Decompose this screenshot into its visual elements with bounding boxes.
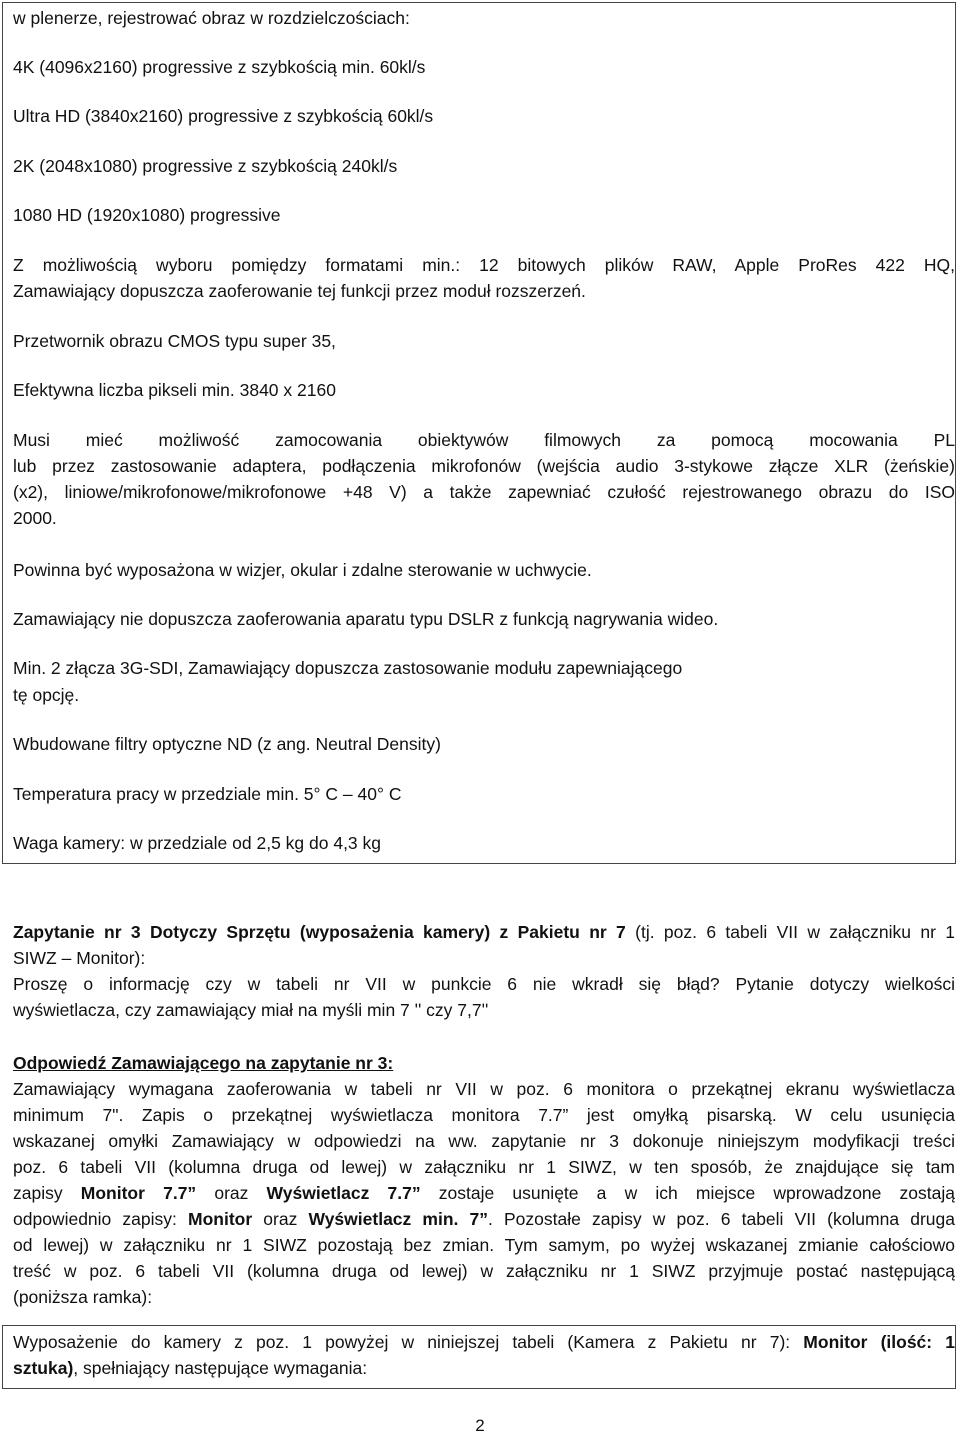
answer-heading: Odpowiedź Zamawiającego na zapytanie nr 3: — [13, 1053, 394, 1073]
spec-line: Powinna być wyposażona w wizjer, okular i zdalne sterowanie w uchwycie. — [13, 560, 592, 580]
monitor-spec — [13, 1329, 955, 1381]
answer-text: oraz — [196, 1183, 267, 1203]
spec-line: Musi mieć możliwość zamocowania obiektywów filmowych za pomocą mocowania PL — [13, 430, 955, 450]
question-body-line: Proszę o informację czy w tabeli nr VII w punkcie 6 nie wkradł się błąd? Pytanie dotyczy wielkości — [13, 974, 955, 994]
spec-line: 1080 HD (1920x1080) progressive — [13, 205, 281, 225]
question-title-line2: SIWZ – Monitor): — [13, 948, 146, 968]
spec-line: 4K (4096x2160) progressive z szybkością min. 60kl/s — [13, 57, 426, 77]
spec-line: Ultra HD (3840x2160) progressive z szybkością 60kl/s — [13, 106, 434, 126]
question-block — [13, 919, 955, 1023]
spec-line: Zamawiający dopuszcza zaoferowanie tej funkcji przez moduł rozszerzeń. — [13, 281, 586, 301]
question-body-line: wyświetlacza, czy zamawiający miał na myśli min 7 ʹʹ czy 7,7ʹʹ — [13, 1000, 489, 1020]
answer-bold: Monitor 7.7” — [80, 1183, 197, 1203]
spec-line: Waga kamery: w przedziale od 2,5 kg do 4,3 kg — [13, 833, 382, 853]
question-title — [13, 919, 955, 945]
spec-line: (x2), liniowe/mikrofonowe/mikrofonowe +48 V) a także zapewniać czułość rejestrowanego obrazu do ISO — [13, 482, 955, 502]
answer-line: poz. 6 tabeli VII (kolumna druga od lewej) w załączniku nr 1 SIWZ, w ten sposób, że znajdujące się tam — [13, 1157, 955, 1177]
monitor-spec-line — [13, 1355, 955, 1381]
answer-bold: Wyświetlacz 7.7” — [266, 1183, 421, 1203]
monitor-spec-bold: Monitor (ilość: 1 — [803, 1332, 955, 1352]
spec-line: Efektywna liczba pikseli min. 3840 x 2160 — [13, 380, 336, 400]
spec-line: Z możliwością wyboru pomiędzy formatami min.: 12 bitowych plików RAW, Apple ProRes 422 HQ, — [13, 255, 955, 275]
question-title-bold: Zapytanie nr 3 Dotyczy Sprzętu (wyposażenia kamery) z Pakietu nr 7 — [13, 922, 626, 942]
answer-line — [13, 1206, 955, 1232]
answer-block — [13, 1050, 955, 1310]
spec-paragraph — [13, 252, 955, 304]
spec-line: Przetwornik obrazu CMOS typu super 35, — [13, 331, 336, 351]
spec-line: Wbudowane filtry optyczne ND (z ang. Neutral Density) — [13, 734, 441, 754]
answer-line: minimum 7". Zapis o przekątnej wyświetlacza monitora 7.7” jest omyłką pisarską. W celu usunięcia — [13, 1105, 955, 1125]
answer-line: treść w poz. 6 tabeli VII (kolumna druga od lewej) w załączniku nr 1 SIWZ przyjmuje postać następującą — [13, 1261, 955, 1281]
answer-text: zapisy — [13, 1183, 81, 1203]
spec-line: Temperatura pracy w przedziale min. 5° C – 40° C — [13, 784, 402, 804]
answer-line: Zamawiający wymagana zaoferowania w tabeli nr VII w poz. 6 monitora o przekątnej ekranu wyświetlacza — [13, 1079, 955, 1099]
answer-line — [13, 1180, 955, 1206]
answer-line: wskazanej omyłki Zamawiający w odpowiedzi na ww. zapytanie nr 3 dokonuje niniejszym modyfikacji treści — [13, 1131, 955, 1151]
spec-line: tę opcję. — [13, 685, 80, 705]
question-title-rest: (tj. poz. 6 tabeli VII w załączniku nr 1 — [625, 922, 955, 942]
spec-line: 2000. — [13, 508, 57, 528]
spec-line: lub przez zastosowanie adaptera, podłączenia mikrofonów (wejścia audio 3-stykowe złącze XLR (żeńskie) — [13, 456, 955, 476]
answer-text: zostaje usunięte a w ich miejsce wprowadzone zostają — [420, 1183, 955, 1203]
spec-line: 2K (2048x1080) progressive z szybkością 240kl/s — [13, 156, 398, 176]
answer-line: (poniższa ramka): — [13, 1287, 153, 1307]
monitor-spec-text: , spełniający następujące wymagania: — [73, 1358, 368, 1378]
spec-line: Zamawiający nie dopuszcza zaoferowania aparatu typu DSLR z funkcją nagrywania wideo. — [13, 609, 719, 629]
answer-bold: Monitor — [188, 1209, 253, 1229]
answer-text: . Pozostałe zapisy w poz. 6 tabeli VII (kolumna druga — [488, 1209, 955, 1229]
answer-line: od lewej) w załączniku nr 1 SIWZ pozostają bez zmian. Tym samym, po wyżej wskazanej zmianie całościowo — [13, 1235, 955, 1255]
page-number: 2 — [475, 1416, 485, 1435]
monitor-spec-text: Wyposażenie do kamery z poz. 1 powyżej w niniejszej tabeli (Kamera z Pakietu nr 7): — [13, 1332, 804, 1352]
answer-text: oraz — [252, 1209, 309, 1229]
monitor-spec-line — [13, 1329, 955, 1355]
spec-line: w plenerze, rejestrować obraz w rozdzielczościach: — [13, 8, 410, 28]
spec-line: Min. 2 złącza 3G-SDI, Zamawiający dopuszcza zastosowanie modułu zapewniającego — [13, 658, 683, 678]
monitor-spec-bold: sztuka) — [13, 1358, 74, 1378]
answer-text: odpowiednio zapisy: — [13, 1209, 189, 1229]
spec-paragraph-mount — [13, 427, 955, 531]
answer-bold: Wyświetlacz min. 7” — [308, 1209, 489, 1229]
